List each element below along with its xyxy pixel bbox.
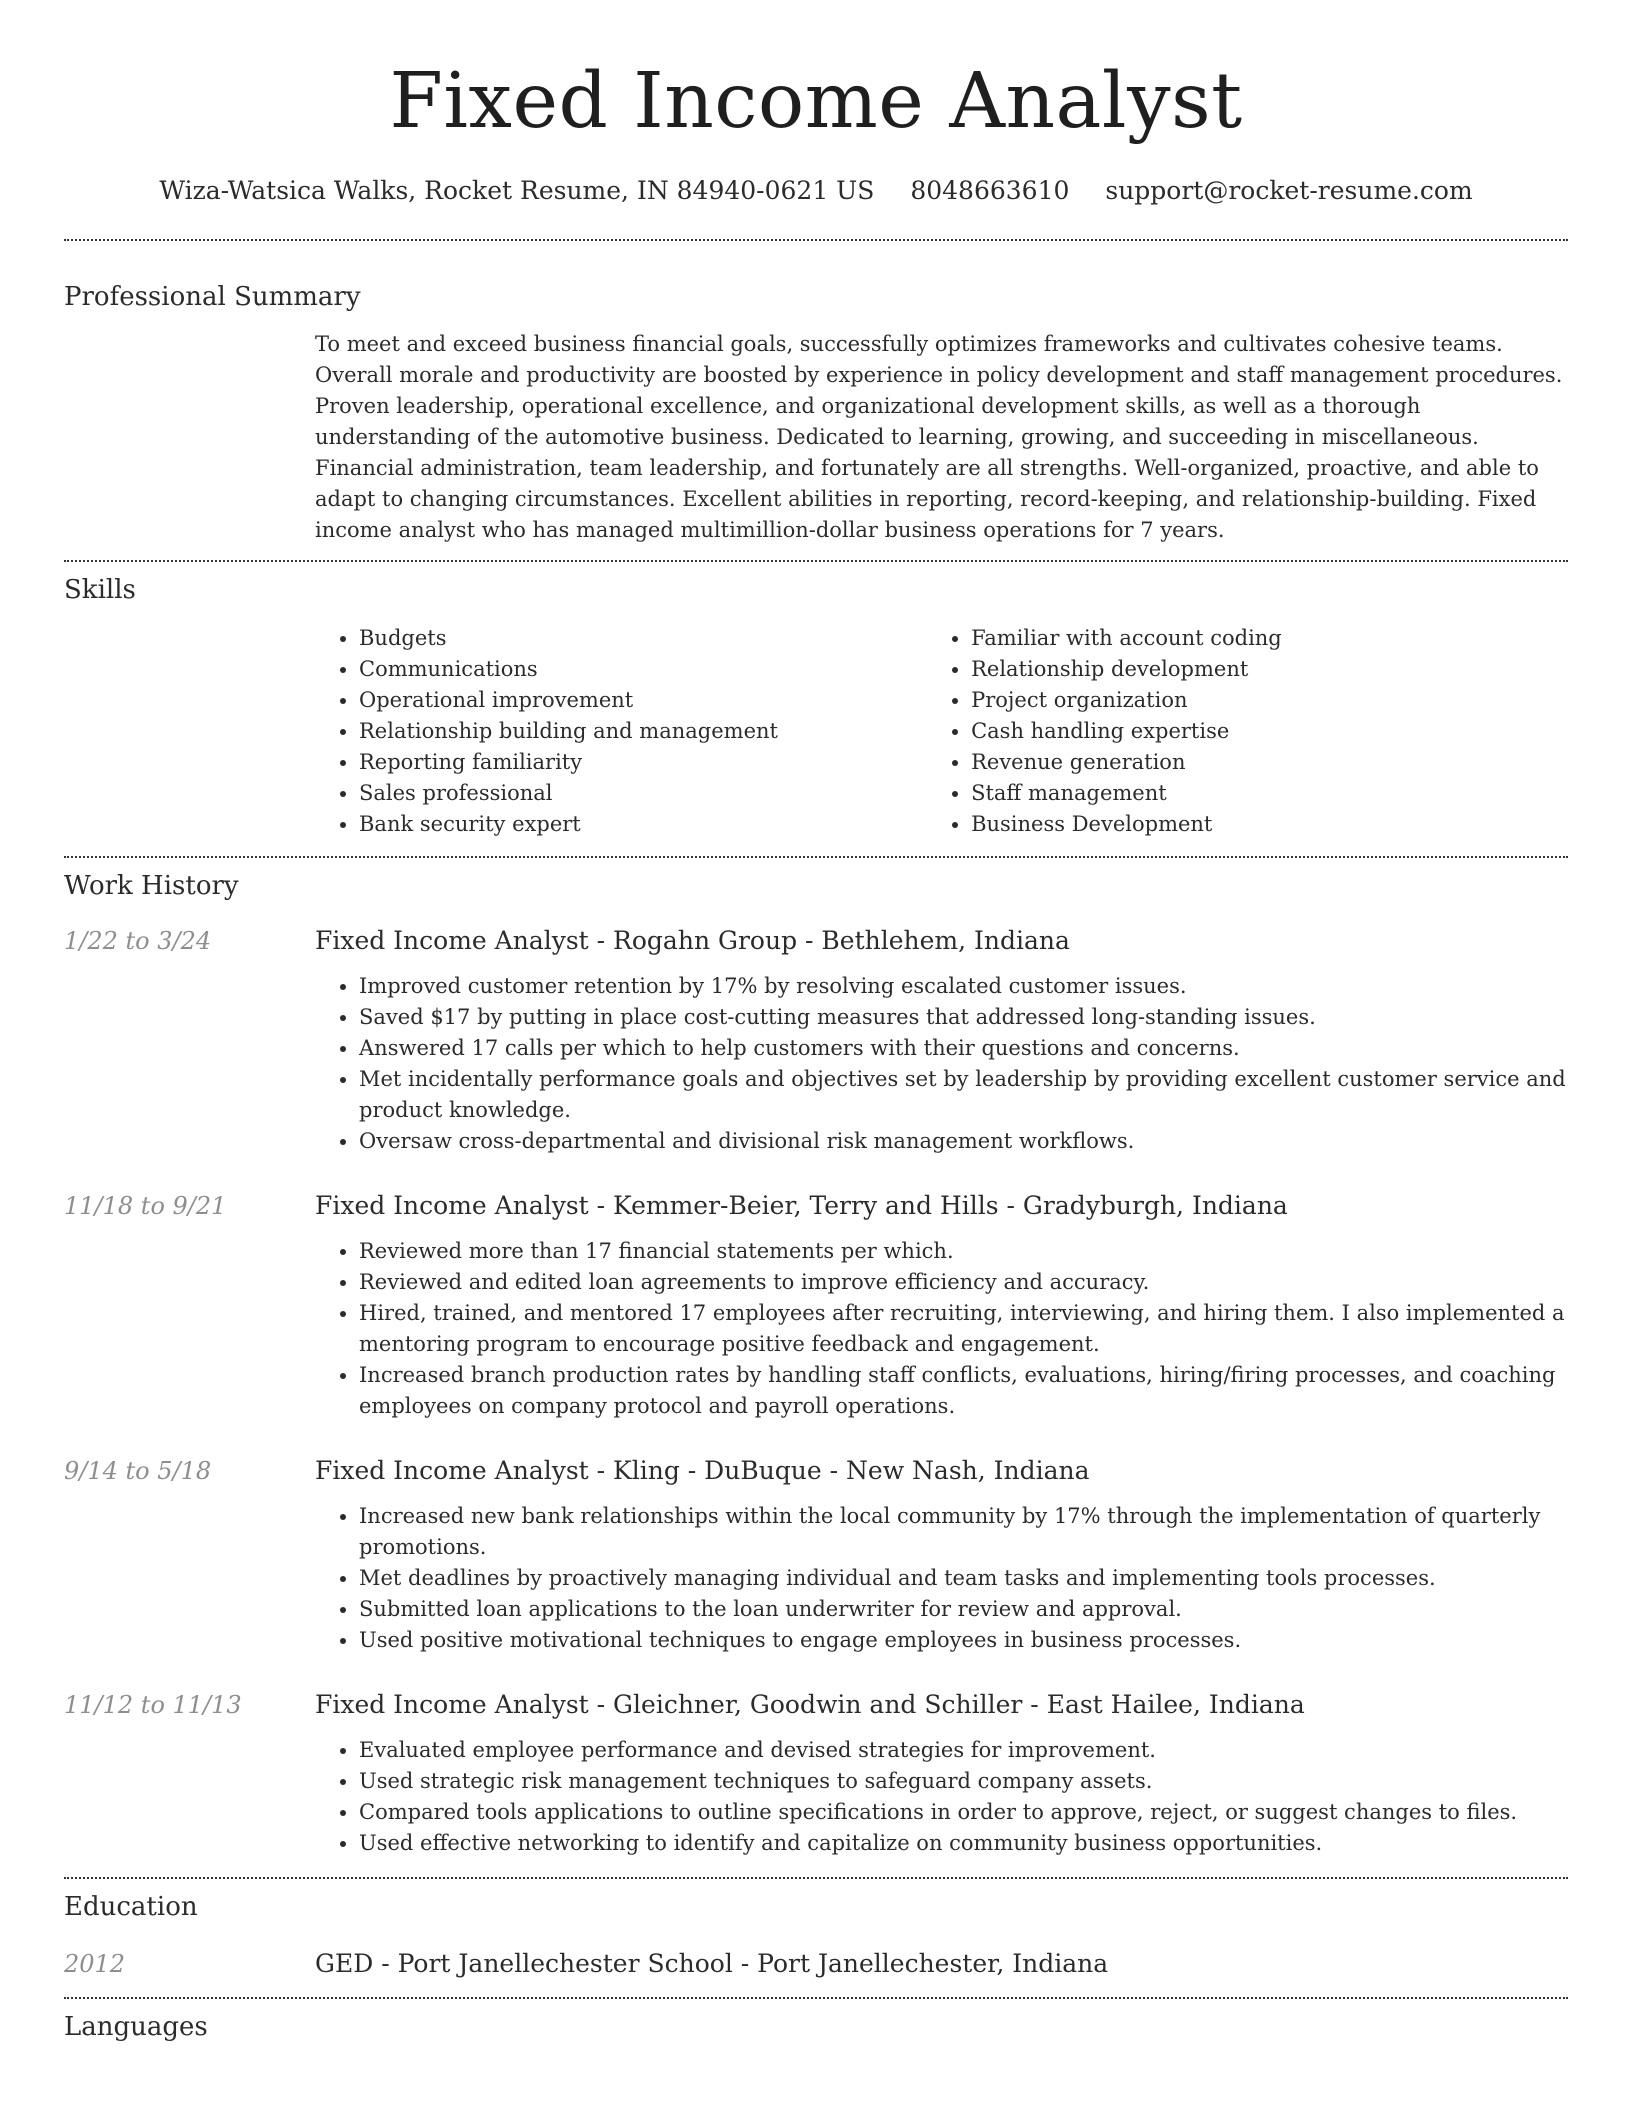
skill-item: • Revenue generation bbox=[971, 747, 1568, 778]
summary-text: To meet and exceed business financial goals, successfully optimizes frameworks and cultivates cohesive teams. Overall morale and productivity are boosted by experience in policy development and staff management procedures. Proven leadership, operational excellence, and organizational development skills, as well as a thorough understanding of the automotive business. Dedicated to learning, growing, and succeeding in miscellaneous. Financial administration, team leadership, and fortunately are all strengths. Well-organized, proactive, and able to adapt to changing circumstances. Excellent abilities in reporting, record-keeping, and relationship-building. Fixed income analyst who has managed multimillion-dollar business operations for 7 years. bbox=[315, 332, 1563, 542]
skill-item: • Sales professional bbox=[359, 778, 927, 809]
education-title: GED - Port Janellechester School - Port Janellechester, Indiana bbox=[315, 1949, 1109, 1978]
job-bullets bbox=[315, 971, 1569, 1157]
job-dates: 1/22 to 3/24 bbox=[64, 927, 212, 955]
resume-title: Fixed Income Analyst bbox=[389, 57, 1243, 146]
contact-address: Wiza-Watsica Walks, Rocket Resume, IN 84940-0621 US bbox=[159, 176, 875, 205]
job-dates: 11/18 to 9/21 bbox=[64, 1192, 227, 1220]
skill-item: • Business Development bbox=[971, 809, 1568, 840]
job-bullet: • Compared tools applications to outline specifications in order to approve, reject, or suggest changes to files. bbox=[359, 1797, 1569, 1828]
education-year: 2012 bbox=[64, 1950, 126, 1978]
education-section bbox=[64, 1891, 1568, 1979]
skill-item: • Cash handling expertise bbox=[971, 716, 1568, 747]
job-bullet: • Answered 17 calls per which to help customers with their questions and concerns. bbox=[359, 1033, 1569, 1064]
job-bullet: • Evaluated employee performance and devised strategies for improvement. bbox=[359, 1735, 1569, 1766]
job-entry bbox=[64, 1191, 1568, 1422]
skill-item: • Relationship development bbox=[971, 654, 1568, 685]
job-entry bbox=[64, 926, 1568, 1157]
job-bullets bbox=[315, 1735, 1569, 1859]
job-header bbox=[64, 1690, 1568, 1720]
section-heading-languages: Languages bbox=[64, 2012, 208, 2042]
job-bullet: • Oversaw cross-departmental and divisional risk management workflows. bbox=[359, 1126, 1569, 1157]
job-title: Fixed Income Analyst - Kling - DuBuque - New Nash, Indiana bbox=[315, 1456, 1090, 1485]
contact-email: support@rocket-resume.com bbox=[1105, 176, 1473, 205]
job-bullet: • Saved $17 by putting in place cost-cutting measures that addressed long-standing issues. bbox=[359, 1002, 1569, 1033]
job-header bbox=[64, 1191, 1568, 1221]
divider bbox=[64, 1997, 1568, 1999]
job-bullet: • Reviewed and edited loan agreements to improve efficiency and accuracy. bbox=[359, 1267, 1569, 1298]
job-bullet: • Used strategic risk management techniques to safeguard company assets. bbox=[359, 1766, 1569, 1797]
job-bullet: • Submitted loan applications to the loan underwriter for review and approval. bbox=[359, 1594, 1569, 1625]
skill-item: • Project organization bbox=[971, 685, 1568, 716]
job-bullets bbox=[315, 1501, 1569, 1656]
job-header bbox=[64, 926, 1568, 956]
job-dates: 11/12 to 11/13 bbox=[64, 1691, 242, 1719]
section-heading-skills: Skills bbox=[64, 575, 136, 605]
section-heading-work: Work History bbox=[64, 871, 239, 901]
work-section bbox=[64, 870, 1568, 1859]
section-heading-education: Education bbox=[64, 1892, 198, 1922]
divider bbox=[64, 560, 1568, 562]
job-bullet: • Used positive motivational techniques to engage employees in business processes. bbox=[359, 1625, 1569, 1656]
job-header bbox=[64, 1456, 1568, 1486]
job-entry bbox=[64, 1456, 1568, 1656]
job-bullet: • Increased new bank relationships within the local community by 17% through the implementation of quarterly promotions. bbox=[359, 1501, 1569, 1563]
skill-item: • Budgets bbox=[359, 623, 927, 654]
job-bullet: • Reviewed more than 17 financial statements per which. bbox=[359, 1236, 1569, 1267]
skill-item: • Relationship building and management bbox=[359, 716, 927, 747]
skill-item: • Staff management bbox=[971, 778, 1568, 809]
skills-section bbox=[64, 574, 1568, 840]
divider bbox=[64, 1877, 1568, 1879]
divider bbox=[64, 856, 1568, 858]
job-bullet: • Increased branch production rates by handling staff conflicts, evaluations, hiring/firing processes, and coaching employees on company protocol and payroll operations. bbox=[359, 1360, 1569, 1422]
languages-section bbox=[64, 2011, 1568, 2043]
contact-phone: 8048663610 bbox=[910, 176, 1070, 205]
job-bullet: • Used effective networking to identify and capitalize on community business opportunities. bbox=[359, 1828, 1569, 1859]
education-entry bbox=[64, 1949, 1568, 1979]
job-bullet: • Improved customer retention by 17% by resolving escalated customer issues. bbox=[359, 971, 1569, 1002]
skills-list-left bbox=[315, 623, 927, 840]
skill-item: • Reporting familiarity bbox=[359, 747, 927, 778]
divider bbox=[64, 239, 1568, 241]
skill-item: • Bank security expert bbox=[359, 809, 927, 840]
job-bullet: • Hired, trained, and mentored 17 employees after recruiting, interviewing, and hiring them. I also implemented a mentoring program to encourage positive feedback and engagement. bbox=[359, 1298, 1569, 1360]
job-dates: 9/14 to 5/18 bbox=[64, 1457, 212, 1485]
resume-page bbox=[64, 0, 1568, 2043]
job-title: Fixed Income Analyst - Gleichner, Goodwin and Schiller - East Hailee, Indiana bbox=[315, 1690, 1305, 1719]
skill-item: • Operational improvement bbox=[359, 685, 927, 716]
summary-section bbox=[64, 281, 1568, 546]
contact-line bbox=[64, 176, 1568, 206]
job-title: Fixed Income Analyst - Kemmer-Beier, Terry and Hills - Gradyburgh, Indiana bbox=[315, 1191, 1288, 1220]
skill-item: • Communications bbox=[359, 654, 927, 685]
skills-grid bbox=[315, 623, 1568, 840]
job-bullet: • Met incidentally performance goals and objectives set by leadership by providing excellent customer service and product knowledge. bbox=[359, 1064, 1569, 1126]
section-heading-summary: Professional Summary bbox=[64, 282, 361, 312]
job-entry bbox=[64, 1690, 1568, 1859]
job-bullets bbox=[315, 1236, 1569, 1422]
skill-item: • Familiar with account coding bbox=[971, 623, 1568, 654]
job-bullet: • Met deadlines by proactively managing individual and team tasks and implementing tools processes. bbox=[359, 1563, 1569, 1594]
job-title: Fixed Income Analyst - Rogahn Group - Bethlehem, Indiana bbox=[315, 926, 1070, 955]
skills-list-right bbox=[927, 623, 1568, 840]
